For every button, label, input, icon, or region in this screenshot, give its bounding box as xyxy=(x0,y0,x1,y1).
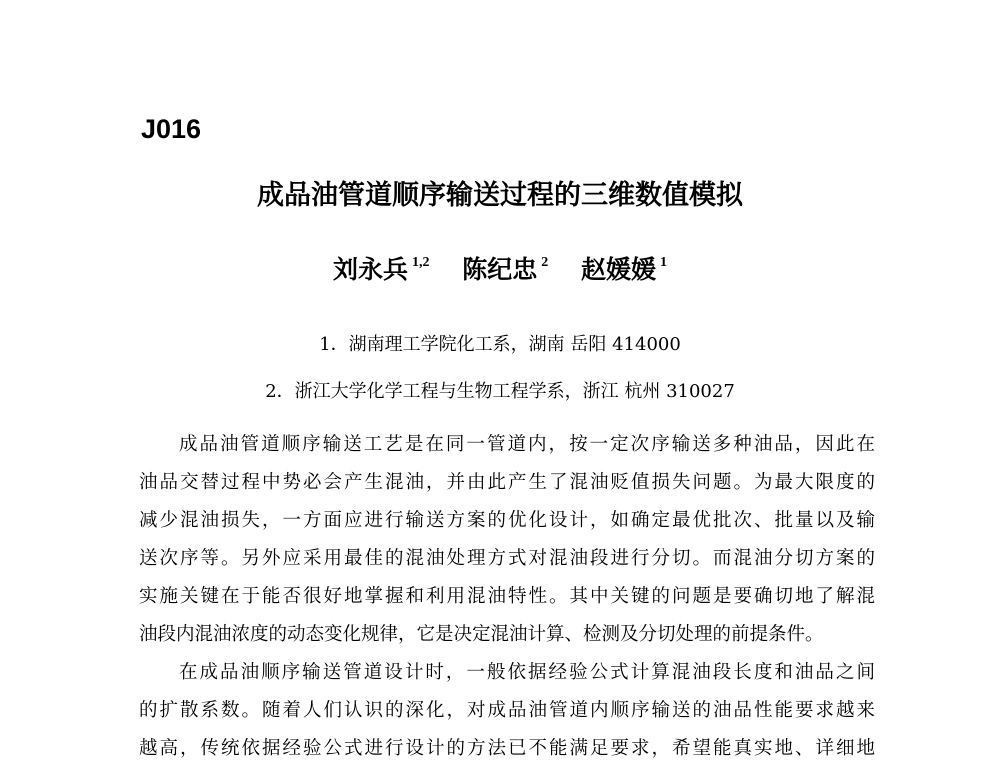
affiliation-2: 2．浙江大学化学工程与生物工程学系，浙江 杭州 310027 xyxy=(265,381,735,402)
author-name: 刘永兵 xyxy=(333,255,409,284)
body-text-line: 的扩散系数。随着人们认识的深化，对成品油管道内顺序输送的油品性能要求越来 xyxy=(139,700,875,721)
body-text-line: 在成品油顺序输送管道设计时，一般依据经验公式计算混油段长度和油品之间 xyxy=(179,662,875,683)
author-name: 陈纪忠 xyxy=(462,255,538,284)
author xyxy=(462,250,548,286)
author-affiliation-mark: 2 xyxy=(541,255,549,270)
body-text-line: 实施关键在于能否很好地掌握和利用混油特性。其中关键的问题是要确切地了解混 xyxy=(139,586,875,607)
body-text-line: 成品油管道顺序输送工艺是在同一管道内，按一定次序输送多种油品，因此在 xyxy=(179,434,875,455)
affiliation-1: 1．湖南理工学院化工系，湖南 岳阳 414000 xyxy=(319,334,681,355)
author-list xyxy=(0,250,1000,286)
body-text-line: 减少混油损失，一方面应进行输送方案的优化设计，如确定最优批次、批量以及输 xyxy=(139,510,875,531)
body-text-line: 油段内混油浓度的动态变化规律，它是决定混油计算、检测及分切处理的前提条件。 xyxy=(139,624,824,645)
paper-title: 成品油管道顺序输送过程的三维数值模拟 xyxy=(257,180,743,211)
author xyxy=(581,250,667,286)
author xyxy=(333,250,430,286)
author-affiliation-mark: 1,2 xyxy=(412,255,430,270)
body-text-line: 送次序等。另外应采用最佳的混油处理方式对混油段进行分切。而混油分切方案的 xyxy=(139,548,875,569)
body-text-line: 油品交替过程中势必会产生混油，并由此产生了混油贬值损失问题。为最大限度的 xyxy=(139,472,875,493)
author-name: 赵媛媛 xyxy=(580,255,656,284)
body-text-line: 越高，传统依据经验公式进行设计的方法已不能满足要求，希望能真实地、详细地 xyxy=(139,738,875,759)
paper-code: J016 xyxy=(141,114,202,144)
author-affiliation-mark: 1 xyxy=(659,255,667,270)
